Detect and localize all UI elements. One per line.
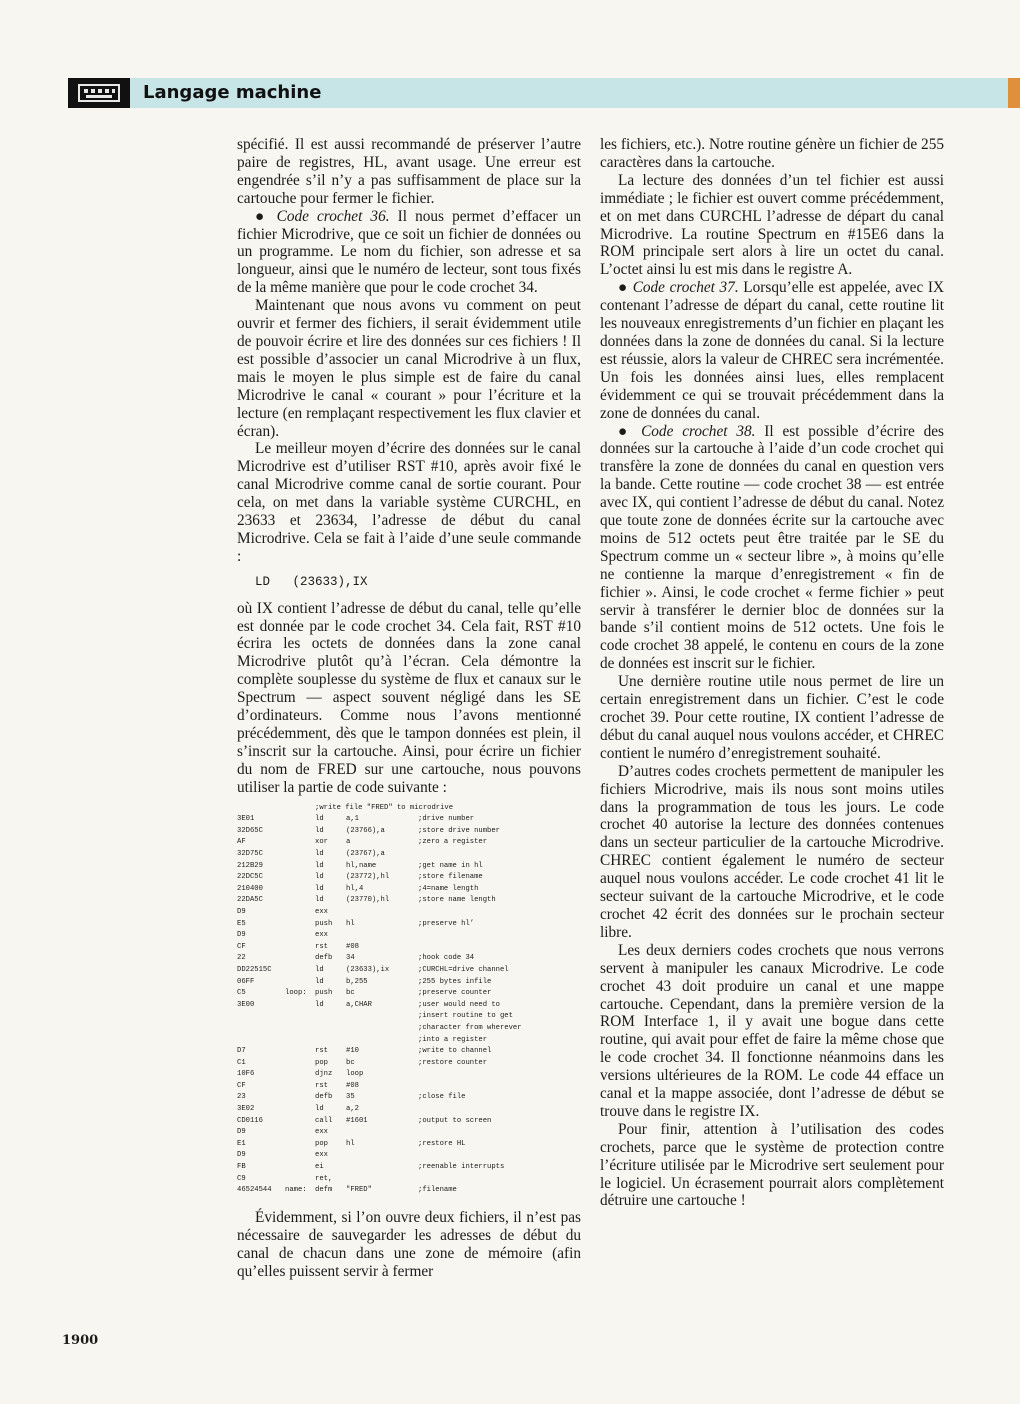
listing-hex: 210400 (237, 884, 263, 893)
listing-operand: #08 (346, 942, 359, 951)
listing-operand: (23633),ix (346, 965, 390, 974)
listing-comment: ;get name in hl (418, 861, 483, 870)
listing-opcode: xor (315, 838, 328, 847)
listing-hex (237, 1011, 285, 1023)
paragraph-hook-37: ● Code crochet 37. Lorsqu’elle est appelée, avec IX contenant l’adresse de départ du canal, cette routine lit les nouveaux enregistrements d’un fichier en plaçant les données dans la zone de données du canal. Si la lecture est réussie, alors la valeur de CHREC sera incrémentée. Un fois les données ainsi lues, elles remplacent évidemment ce qui se trouvait précédemment dans la zone de données du canal. (600, 279, 945, 422)
listing-row (237, 1174, 581, 1186)
listing-header: ;write file "FRED" to microdrive (315, 803, 454, 812)
listing-opcode: ret, (315, 1174, 333, 1183)
listing-comment: ;store name length (418, 896, 496, 905)
listing-opcode: ld (315, 873, 324, 882)
listing-operand: a (346, 838, 351, 847)
listing-opcode: ld (315, 965, 324, 974)
listing-row (237, 1081, 581, 1093)
listing-row (237, 814, 581, 826)
listing-operand: a,2 (346, 1105, 359, 1114)
listing-row (237, 837, 581, 849)
listing-label (285, 861, 315, 873)
listing-hex: 22DC5C (237, 873, 263, 882)
listing-label (285, 1162, 315, 1174)
left-column (237, 136, 581, 1280)
computer-keyboard-icon (68, 78, 130, 108)
listing-hex: 10F6 (237, 1070, 255, 1079)
listing-hex: 32D75C (237, 850, 263, 858)
listing-hex: FB (237, 1163, 246, 1172)
listing-label (285, 1127, 315, 1139)
listing-operand: (23770),hl (346, 896, 390, 905)
listing-operand (346, 1035, 418, 1047)
listing-operand (346, 930, 418, 942)
listing-operand (346, 1127, 418, 1139)
listing-comment: ;into a register (418, 1035, 488, 1044)
listing-opcode: ld (315, 884, 324, 893)
listing-row (237, 1035, 581, 1047)
listing-operand: 34 (346, 954, 355, 963)
listing-row (237, 1139, 581, 1151)
listing-opcode: call (315, 1116, 333, 1125)
listing-comment (418, 907, 581, 919)
paragraph-hook-38: ● Code crochet 38. Il est possible d’écrire des données sur la cartouche à l’aide d’un code crochet qui transfère la zone de données du canal en question vers la bande. Cette routine — code crochet 38 — est entrée avec IX, qui contient l’adresse de début du canal. Notez que toute zone de données écrite sur la cartouche avec moins de 512 octets peut être traitée par le SE du Spectrum comme un « secteur libre », à moins qu’elle ne contienne la marque d’enregistrement « fin de fichier ». Ainsi, le code crochet « ferme fichier » peut servir à transférer le dernier bloc de données sur la bande s’il contient moins de 512 octets. Une fois le code crochet 38 appelé, le contenu en cours de la zone de données est inscrit sur le fichier. (600, 422, 944, 673)
listing-hex: CF (237, 942, 246, 951)
listing-opcode: defb (315, 1093, 333, 1102)
listing-comment: ;preserve hl’ (418, 919, 475, 928)
listing-row (237, 849, 581, 861)
listing-operand: hl,name (346, 861, 377, 870)
listing-operand: (23766),a (346, 826, 385, 835)
listing-label (285, 814, 315, 826)
listing-label (285, 907, 315, 919)
listing-operand: "FRED" (346, 1186, 372, 1195)
listing-label (285, 930, 315, 942)
listing-opcode: push (315, 989, 333, 998)
listing-label (285, 895, 315, 907)
listing-opcode: djnz (315, 1070, 333, 1079)
listing-opcode: exx (315, 1128, 328, 1137)
listing-hex: E1 (237, 1139, 246, 1148)
listing-row (237, 861, 581, 873)
listing-hex (237, 1035, 285, 1047)
listing-operand: a,CHAR (346, 1000, 372, 1009)
listing-row (237, 1023, 581, 1035)
listing-label (285, 1092, 315, 1104)
listing-opcode: ld (315, 977, 324, 986)
listing-comment: ;character from wherever (418, 1023, 522, 1032)
listing-row (237, 1011, 581, 1023)
listing-operand: (23767),a (346, 850, 385, 858)
listing-comment (418, 942, 581, 954)
listing-row (237, 1150, 581, 1162)
listing-row (237, 872, 581, 884)
hook-code-38-lead: Code crochet 38. (641, 422, 756, 440)
listing-hex: 32D65C (237, 826, 263, 835)
listing-comment: ;preserve counter (418, 989, 492, 998)
listing-opcode: exx (315, 907, 328, 916)
listing-operand: hl,4 (346, 884, 364, 893)
listing-label (285, 953, 315, 965)
listing-operand (346, 1011, 418, 1023)
listing-label (285, 977, 315, 989)
paragraph: Pour finir, attention à l’utilisation des codes crochets, parce que le système de protection contre l’écriture utilisée par le Microdrive sert seulement pour le logiciel. Un écrasement pourrait alors complètement détruire une cartouche ! (600, 1120, 944, 1210)
listing-hex: 46524544 (237, 1186, 272, 1195)
listing-comment: ;user would need to (418, 1000, 500, 1009)
listing-label (285, 826, 315, 838)
listing-label (285, 1046, 315, 1058)
listing-opcode: defb (315, 954, 333, 963)
listing-row (237, 965, 581, 977)
listing-opcode: rst (315, 1047, 328, 1056)
listing-comment: ;insert routine to get (418, 1012, 513, 1021)
listing-operand: bc (346, 1058, 355, 1067)
listing-opcode: exx (315, 931, 328, 940)
listing-opcode (315, 1035, 346, 1047)
listing-hex: CF (237, 1081, 246, 1090)
listing-opcode: rst (315, 1081, 328, 1090)
listing-label (285, 1011, 315, 1023)
listing-opcode: ld (315, 1105, 324, 1114)
listing-label (285, 1023, 315, 1035)
listing-comment: ;reenable interrupts (418, 1163, 505, 1172)
paragraph: Une dernière routine utile nous permet de lire un certain enregistrement dans un fichier. C’est le code crochet 39. Pour cette routine, IX contient l’adresse de début du canal auquel nous voulons accéder, et CHREC contient le numéro d’enregistrement souhaité. (600, 673, 944, 762)
listing-label: loop: (285, 989, 307, 998)
listing-label (285, 1150, 315, 1162)
listing-hex: C5 (237, 989, 246, 998)
listing-label (285, 1104, 315, 1116)
listing-operand: (23772),hl (346, 873, 390, 882)
listing-hex: CD0116 (237, 1116, 263, 1125)
listing-row (237, 1185, 581, 1197)
hook-code-37-lead: Code crochet 37. (632, 279, 739, 297)
paragraph-body: Il est possible d’écrire des données sur la cartouche à l’aide d’un code crochet qui transfère la zone de données du canal en question vers la bande. Cette routine — code crochet 38 — est entrée avec IX, qui contient l’adresse de début du canal. Notez que toute zone de données écrite sur la cartouche avec moins de 512 octets peut être traitée par le SE du Spectrum comme un « secteur libre », à moins qu’elle ne contienne la marque d’enregistrement « fin de fichier ». Ainsi, le code crochet « ferme fichier » peut servir à transférer le dernier bloc de données sur la bande s’il contient moins de 512 octets. Une fois le code crochet 38 appelé, le contenu en cours de la zone de données est inscrit sur le fichier. (600, 422, 944, 673)
listing-hex: AF (237, 838, 246, 847)
listing-opcode: ei (315, 1163, 324, 1172)
listing-row (237, 919, 581, 931)
listing-row (237, 942, 581, 954)
listing-comment: ;restore HL (418, 1139, 466, 1148)
listing-opcode: ld (315, 861, 324, 870)
listing-opcode: push (315, 919, 333, 928)
listing-operand (346, 1174, 418, 1186)
listing-opcode (315, 1011, 346, 1023)
listing-row (237, 884, 581, 896)
listing-opcode: rst (315, 942, 328, 951)
paragraph: où IX contient l’adresse de début du canal, telle qu’elle est donnée par le code crochet 34. Cela fait, RST #10 écrira les octets de données dans la zone canal Microdrive plutôt qu’à l’écran. Cela démontre la complète souplesse du système de flux et canaux sur le Spectrum — aspect souvent négligé dans les SE d’ordinateurs. Comme nous l’avons mentionné précédemment, dès que le tampon données est plein, il s’inscrit sur la cartouche. Ainsi, pour écrire un fichier du nom de FRED sur une cartouche, nous pouvons utiliser la partie de code suivante : (237, 599, 581, 796)
listing-hex: 22 (237, 954, 246, 963)
listing-operand (346, 907, 418, 919)
listing-hex: C9 (237, 1174, 246, 1183)
listing-opcode: pop (315, 1058, 328, 1067)
listing-opcode (315, 1023, 346, 1035)
listing-label (285, 1035, 315, 1047)
listing-label (285, 837, 315, 849)
listing-hex: C1 (237, 1058, 246, 1067)
listing-hex: D9 (237, 1151, 246, 1160)
listing-row (237, 1046, 581, 1058)
listing-comment (418, 930, 581, 942)
listing-comment: ;filename (418, 1186, 457, 1195)
paragraph-body: Lorsqu’elle est appelée, avec IX contenant l’adresse de départ du canal, cette routine lit les nouveaux enregistrements d’un fichier en plaçant les données dans la zone de données du canal. Si la lecture est réussie, alors la valeur de CHREC sera incrémentée. Un fois les données ainsi lues, elles remplacent évidemment ce qui se trouvait précédemment dans la zone de données du canal. (600, 279, 945, 422)
hook-code-36-lead: Code crochet 36. (276, 207, 390, 225)
listing-row (237, 1069, 581, 1081)
listing-label (285, 1000, 315, 1012)
listing-comment (418, 1127, 581, 1139)
listing-opcode: pop (315, 1139, 328, 1148)
listing-operand: 35 (346, 1093, 355, 1102)
listing-comment: ;store filename (418, 873, 483, 882)
listing-row (237, 826, 581, 838)
listing-hex (237, 1023, 285, 1035)
listing-label (285, 1174, 315, 1186)
listing-row (237, 1000, 581, 1012)
listing-label (285, 1069, 315, 1081)
listing-hex: 06FF (237, 977, 255, 986)
listing-hex: D9 (237, 907, 246, 916)
listing-label (285, 884, 315, 896)
listing-label (285, 1139, 315, 1151)
listing-row (237, 895, 581, 907)
listing-operand (346, 1162, 418, 1174)
paragraph: les fichiers, etc.). Notre routine génère un fichier de 255 caractères dans la cartouche. (600, 136, 944, 171)
listing-operand: bc (346, 989, 355, 998)
paragraph: D’autres codes crochets permettent de manipuler les fichiers Microdrive, mais ils nous sont moins utiles dans la programmation de tous les jours. Le code crochet 40 autorise la lecture des données contenues dans un secteur particulier de la cartouche Microdrive. CHREC contient également le numéro de secteur auquel nous voulons accéder. Le code crochet 41 lit le secteur suivant de la cartouche Microdrive, et le code crochet 42 écrit des données sur le prochain secteur libre. (600, 762, 944, 941)
listing-row (237, 988, 581, 1000)
listing-label (285, 1116, 315, 1128)
listing-comment (418, 1150, 581, 1162)
listing-operand: hl (346, 1139, 355, 1148)
listing-opcode: defm (315, 1186, 333, 1195)
listing-hex: D9 (237, 931, 246, 940)
listing-label: name: (285, 1186, 307, 1195)
listing-row (237, 907, 581, 919)
listing-comment: ;close file (418, 1093, 466, 1102)
listing-operand: hl (346, 919, 355, 928)
listing-opcode: ld (315, 896, 324, 905)
listing-label (285, 1058, 315, 1070)
paragraph: Évidemment, si l’on ouvre deux fichiers, il n’est pas nécessaire de sauvegarder les adresses de début du canal de chacun dans une zone de mémoire (afin qu’elles puissent servir à fermer (237, 1208, 581, 1280)
listing-row (237, 1104, 581, 1116)
listing-comment (418, 1104, 581, 1116)
paragraph-body: Il nous permet d’effacer un fichier Microdrive, que ce soit un fichier de données ou un programme. Le nom du fichier, son adresse et sa longueur, ainsi que le numéro de lecteur, sont tous fixés de la même manière que pour le code crochet 34. (237, 207, 581, 297)
listing-comment: ;zero a register (418, 838, 488, 847)
listing-row (237, 930, 581, 942)
listing-operand (346, 1150, 418, 1162)
listing-comment: ;write to channel (418, 1047, 492, 1056)
listing-comment (418, 849, 581, 861)
listing-row (237, 1058, 581, 1070)
listing-row (237, 1092, 581, 1104)
listing-opcode: ld (315, 1000, 324, 1009)
listing-comment: ;CURCHL=drive channel (418, 965, 509, 974)
listing-comment: ;store drive number (418, 826, 500, 835)
listing-hex: 23 (237, 1093, 246, 1102)
listing-operand: loop (346, 1070, 364, 1079)
paragraph: Maintenant que nous avons vu comment on peut ouvrir et fermer des fichiers, il serait évidemment utile de pouvoir écrire et lire des données sur ces fichiers ! Il est possible d’associer un canal Microdrive à un flux, mais le moyen le plus simple est de faire du canal Microdrive le canal « courant » pour l’écriture et la lecture (en remplaçant respectivement les flux clavier et écran). (237, 297, 581, 440)
listing-label (285, 919, 315, 931)
listing-comment: ;255 bytes infile (418, 977, 492, 986)
listing-hex: 3E02 (237, 1105, 255, 1114)
listing-operand: b,255 (346, 977, 368, 986)
header-accent-tab (1008, 78, 1020, 108)
paragraph-hook-36: ● Code crochet 36. Il nous permet d’effacer un fichier Microdrive, que ce soit un fichier de données ou un programme. Le nom du fichier, son adresse et sa longueur, ainsi que le numéro de lecteur, sont tous fixés de la même manière que pour le code crochet 34. (237, 207, 581, 297)
paragraph: Le meilleur moyen d’écrire des données sur le canal Microdrive est d’utiliser RST #10, après avoir fixé le canal Microdrive comme canal de sortie courant. Pour cela, on met dans la variable système CURCHL, en 23633 et 23634, l’adresse de début du canal Microdrive. Cela se fait à l’aide d’une seule commande : (237, 440, 581, 565)
listing-row (237, 977, 581, 989)
listing-hex: E5 (237, 919, 246, 928)
page-number: 1900 (62, 1333, 99, 1348)
listing-row (237, 953, 581, 965)
listing-hex: D7 (237, 1047, 246, 1056)
listing-hex: 3E01 (237, 815, 255, 824)
listing-label (285, 872, 315, 884)
code-line: LD (23633),IX (255, 574, 368, 589)
listing-comment (418, 1174, 581, 1186)
listing-hex: 212B29 (237, 861, 263, 870)
listing-label (285, 942, 315, 954)
listing-hex: 22DA5C (237, 896, 263, 905)
listing-operand: #1601 (346, 1116, 368, 1125)
listing-opcode: ld (315, 815, 324, 824)
listing-label (285, 849, 315, 861)
listing-row (237, 1162, 581, 1174)
listing-operand: #08 (346, 1081, 359, 1090)
code-listing (237, 803, 581, 1197)
paragraph: Les deux derniers codes crochets que nous verrons servent à manipuler les canaux Microdrive. Le code crochet 43 doit produire un canal et une mappe cartouche. Cependant, dans la première version de la ROM Interface 1, il y avait une bogue dans cette routine, qui avait pour effet de faire la même chose que le code crochet 34. Il fonctionne néanmoins dans les versions ultérieures de la ROM. Le code 44 efface un canal et la mappe associée, dont l’adresse de début se trouve dans le registre IX. (600, 941, 944, 1120)
listing-opcode: ld (315, 850, 324, 858)
listing-label (285, 1081, 315, 1093)
listing-label (285, 965, 315, 977)
listing-comment (418, 1069, 581, 1081)
right-column (600, 136, 944, 1210)
paragraph: spécifié. Il est aussi recommandé de préserver l’autre paire de registres, HL, avant usage. Une erreur est engendrée s’il n’y a pas suffisamment de place sur la cartouche pour fermer le fichier. (237, 136, 581, 207)
paragraph: La lecture des données d’un tel fichier est aussi immédiate ; le fichier est ouvert comme précédemment, et on met dans CURCHL l’adresse de départ du canal Microdrive. La routine Spectrum en #15E6 dans la ROM principale sert alors à lire un octet du canal. L’octet ainsi lu est mis dans le registre A. (600, 171, 944, 279)
listing-opcode: exx (315, 1151, 328, 1160)
section-title: Langage machine (143, 82, 322, 103)
listing-operand (346, 1023, 418, 1035)
listing-hex: 3E00 (237, 1000, 255, 1009)
listing-operand: #10 (346, 1047, 359, 1056)
listing-comment (418, 1081, 581, 1093)
listing-comment: ;hook code 34 (418, 954, 475, 963)
listing-hex: DD22515C (237, 965, 272, 974)
listing-comment: ;restore counter (418, 1058, 488, 1067)
listing-comment: ;4=name length (418, 884, 479, 893)
listing-row (237, 1127, 581, 1139)
listing-opcode: ld (315, 826, 324, 835)
listing-comment: ;output to screen (418, 1116, 492, 1125)
listing-comment: ;drive number (418, 815, 475, 824)
listing-hex: D9 (237, 1128, 246, 1137)
listing-row (237, 1116, 581, 1128)
listing-operand: a,1 (346, 815, 359, 824)
